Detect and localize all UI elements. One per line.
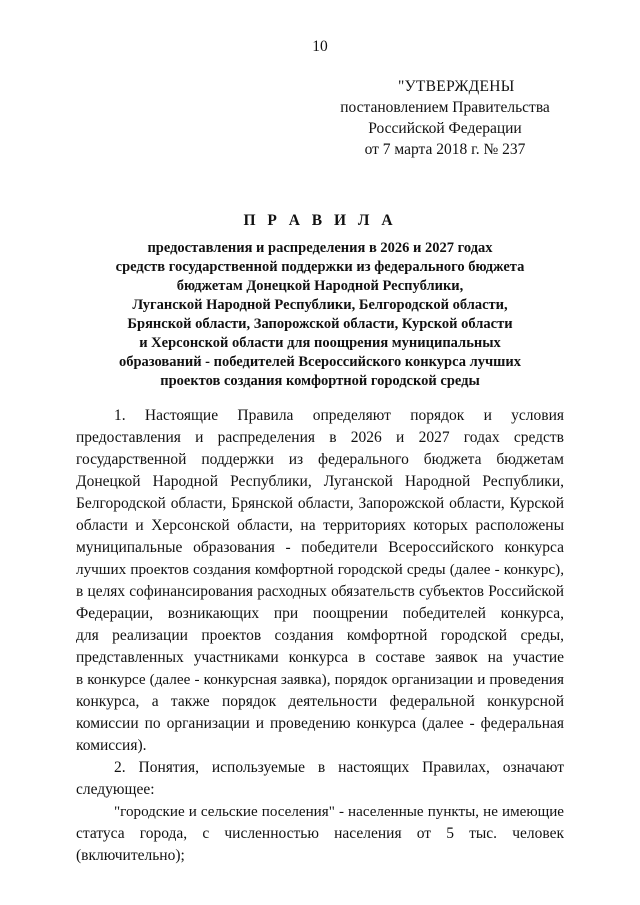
- paragraph-line: Федерации, возникающих при поощрении победителей конкурса,: [76, 605, 564, 622]
- document-body: [76, 405, 564, 867]
- paragraph-line: для реализации проектов создания комфортной городской среды,: [76, 627, 564, 644]
- paragraph-line: комиссии по организации и проведению конкурса (далее - федеральная: [76, 715, 564, 732]
- approval-line: Российской Федерации: [368, 120, 522, 137]
- paragraph-line: Донецкой Народной Республики, Луганской Народной Республики,: [76, 473, 564, 490]
- subtitle-line: образований - победителей Всероссийского конкурса лучших: [118, 354, 522, 370]
- paragraph-line: Белгородской области, Брянской области, Запорожской области, Курской: [76, 495, 564, 512]
- subtitle-line: проектов создания комфортной городской среды: [160, 373, 480, 389]
- paragraph-line: государственной поддержки из федерального бюджета бюджетам: [76, 451, 564, 468]
- paragraph-line: конкурса, а также порядок деятельности федеральной конкурсной: [76, 693, 564, 710]
- approval-title: "УТВЕРЖДЕНЫ: [398, 78, 515, 95]
- paragraph-line: в целях софинансирования расходных обязательств субъектов Российской: [76, 583, 564, 600]
- document-title: П Р А В И Л А: [243, 212, 397, 229]
- subtitle-line: Луганской Народной Республики, Белгородской области,: [132, 297, 508, 313]
- paragraph-line: (включительно);: [76, 847, 185, 864]
- paragraph-line: статуса города, с численностью населения от 5 тыс. человек: [76, 825, 564, 842]
- approval-line: постановлением Правительства: [340, 99, 550, 116]
- paragraph-line: лучших проектов создания комфортной городской среды (далее - конкурс),: [76, 561, 564, 578]
- paragraph-line: в конкурсе (далее - конкурсная заявка), порядок организации и проведения: [76, 671, 564, 688]
- subtitle-line: и Херсонской области для поощрения муниципальных: [139, 335, 501, 351]
- approval-stamp: [320, 76, 570, 160]
- subtitle-line: предоставления и распределения в 2026 и 2027 годах: [147, 240, 493, 256]
- subtitle-line: бюджетам Донецкой Народной Республики,: [176, 278, 464, 294]
- approval-line: от 7 марта 2018 г. № 237: [364, 141, 526, 158]
- paragraph-line: области и Херсонской области, на территориях которых расположены: [76, 517, 564, 534]
- paragraph-line: предоставления и распределения в 2026 и 2027 годах средств: [76, 429, 564, 446]
- paragraph-line: муниципальные образования - победители Всероссийского конкурса: [76, 539, 564, 556]
- subtitle-line: средств государственной поддержки из федерального бюджета: [115, 259, 525, 275]
- page-number: 10: [312, 38, 328, 55]
- paragraph-line: 1. Настоящие Правила определяют порядок и условия: [114, 407, 564, 424]
- paragraph-line: 2. Понятия, используемые в настоящих Правилах, означают: [114, 759, 564, 776]
- paragraph-line: комиссия).: [76, 737, 147, 754]
- paragraph-line: следующее:: [76, 781, 155, 798]
- paragraph-line: "городские и сельские поселения" - населенные пункты, не имеющие: [114, 804, 564, 820]
- document-subtitle: [90, 239, 550, 391]
- subtitle-line: Брянской области, Запорожской области, Курской области: [127, 316, 513, 332]
- document-heading: [90, 212, 550, 391]
- paragraph-line: представленных участниками конкурса в составе заявок на участие: [76, 649, 564, 666]
